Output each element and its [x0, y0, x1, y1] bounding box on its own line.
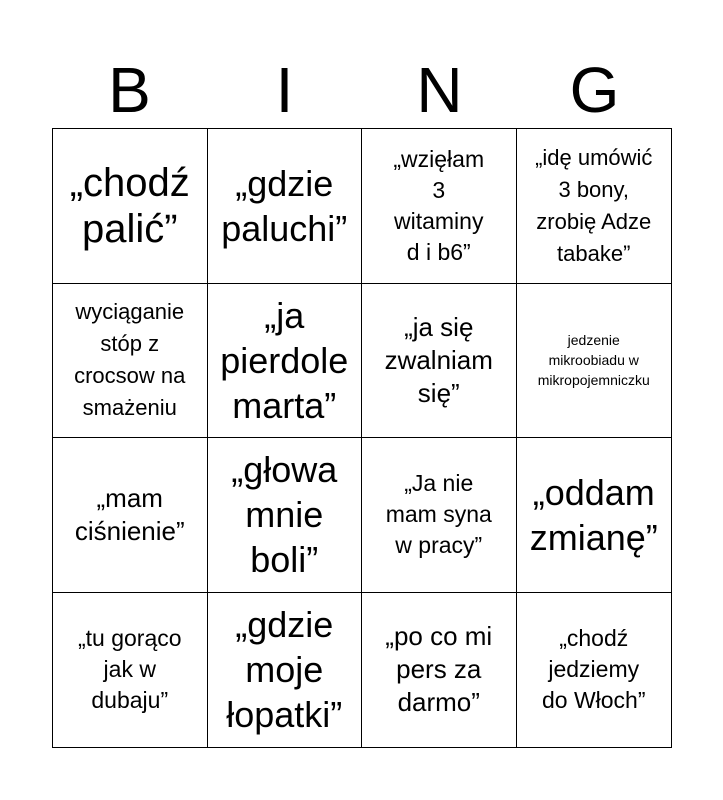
bingo-cell[interactable] [362, 438, 517, 593]
bingo-cell-text: „chodź jedziemy do Włoch” [541, 625, 646, 714]
bingo-cell[interactable] [517, 284, 672, 439]
header-letter-n: N [416, 54, 463, 126]
bingo-cell[interactable] [517, 438, 672, 593]
bingo-cell-text: „mam ciśnienie” [74, 482, 185, 546]
bingo-cell[interactable] [208, 129, 363, 284]
bingo-cell-text: „chodź palić” [69, 160, 190, 251]
bingo-cell-text: „oddam zmianę” [529, 471, 658, 558]
bingo-cell-text: jedzenie mikroobiadu w mikropojemniczku [537, 332, 650, 389]
bingo-cell-text: „wzięłam 3 witaminy d i b6” [393, 145, 485, 265]
bingo-cell[interactable] [362, 284, 517, 439]
header-letter-b: B [108, 54, 151, 126]
bingo-cell[interactable] [362, 593, 517, 748]
bingo-cell-text: „Ja nie mam syna w pracy” [385, 470, 492, 559]
bingo-cell[interactable] [517, 593, 672, 748]
bingo-cell-text: „gdzie moje łopatki” [226, 604, 343, 736]
bingo-cell[interactable] [53, 438, 208, 593]
header-letter-g: G [569, 54, 620, 126]
bingo-cell[interactable] [208, 438, 363, 593]
bingo-cell-text: „po co mi pers za darmo” [385, 621, 493, 718]
bingo-cell[interactable] [208, 284, 363, 439]
bingo-cell-text: „idę umówić 3 bony, zrobię Adze tabake” [535, 144, 653, 266]
bingo-cell[interactable] [53, 284, 208, 439]
bingo-cell-text: „ja pierdole marta” [220, 294, 349, 426]
bingo-cell-text: „tu gorąco jak w dubaju” [77, 625, 182, 714]
bingo-cell[interactable] [517, 129, 672, 284]
bingo-cell[interactable] [53, 593, 208, 748]
bingo-cell[interactable] [53, 129, 208, 284]
bingo-cell-text: „gdzie paluchi” [221, 162, 348, 249]
bingo-header [52, 52, 672, 128]
bingo-cell-text: „ja się zwalniam się” [384, 311, 493, 408]
header-letter-i: I [275, 54, 294, 126]
bingo-cell[interactable] [362, 129, 517, 284]
bingo-cell[interactable] [208, 593, 363, 748]
bingo-cell-text: wyciąganie stóp z crocsow na smażeniu [74, 299, 186, 421]
bingo-board [52, 128, 672, 748]
bingo-cell-text: „głowa mnie boli” [231, 449, 338, 581]
